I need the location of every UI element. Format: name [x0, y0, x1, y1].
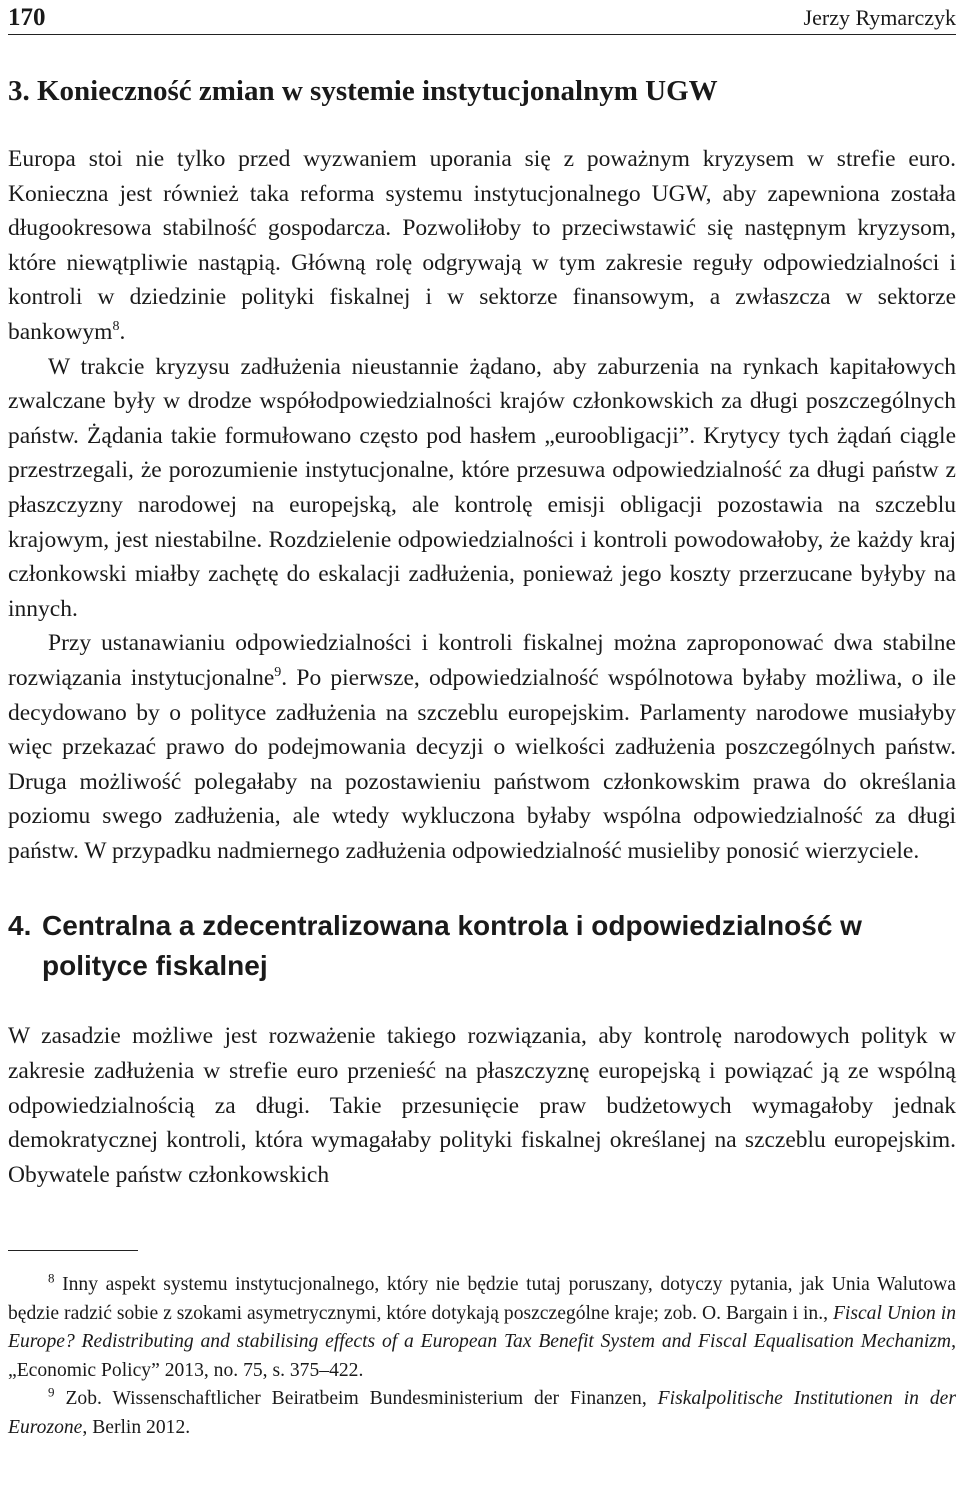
footnote-8 [8, 1271, 956, 1385]
footnote-number: 9 [48, 1384, 55, 1400]
section-4-title: Centralna a zdecentralizowana kontrola i odpowiedzialność w polityce fiskalnej [42, 910, 862, 982]
footnotes [8, 1271, 956, 1442]
section-3-number: 3. [8, 75, 30, 107]
footnote-separator [8, 1250, 138, 1251]
paragraph-text-continued: . Po pierwsze, odpowiedzialność wspólnotowa byłaby możliwa, o ile decydowano by o polityce zadłużenia na szczeblu europejskim. Parlamenty narodowe musiałyby więc przekazać prawo do podejmowania decyzji o wielkości zadłużenia poszczególnych państw. Druga możliwość polegałaby na pozostawieniu państwom członkowskim prawa do określania poziomu swego zadłużenia, ale wtedy wykluczona byłaby wspólna odpowiedzialność za długi państw. W przypadku nadmiernego zadłużenia odpowiedzialność musieliby ponosić wierzyciele. [8, 664, 956, 864]
running-head-author: Jerzy Rymarczyk [803, 5, 956, 30]
running-head [8, 0, 956, 35]
section-3-heading [8, 73, 956, 109]
footnote-text-end: , Berlin 2012. [82, 1416, 191, 1438]
footnote-title-italic: Fiscal Union in Europe? Redistributing and stabilising effects of a European Tax Benefit System and Fiscal Equalisation Mechanizm [8, 1302, 956, 1353]
footnote-title-italic: Fiskalpolitische Institutionen in der Eurozone [8, 1388, 956, 1438]
footnote-text-end: , „Economic Policy” 2013, no. 75, s. 375–422. [8, 1331, 956, 1381]
paragraph-text: Europa stoi nie tylko przed wyzwaniem uporania się z poważnym kryzysem w strefie euro. Konieczna jest również taka reforma systemu instytucjonalnego UGW, aby zapewniona została długookresowa stabilność gospodarcza. Pozwoliłoby to przeciwstawić się następnym kryzysom, które niewątpliwie nastąpią. Główną rolę odgrywają w tym zakresie reguły odpowiedzialności i kontroli w dziedzinie polityki fiskalnej i w sektorze finansowym, a zwłaszcza w sektorze bankowym [8, 146, 956, 345]
footnote-number: 8 [48, 1270, 55, 1286]
section-4-number: 4. [8, 910, 32, 942]
section-4-paragraph-1: W zasadzie możliwe jest rozważenie takiego rozwiązania, aby kontrolę narodowych polityk w zakresie zadłużenia w strefie euro przenieść na płaszczyznę europejską i powiązać ją ze wspólną odpowiedzialnością za długi. Takie przesunięcie praw budżetowych wymagałoby jednak demokratycznej kontroli, która wymagałaby polityki fiskalnej określanej na szczeblu europejskim. Obywatele państw członkowskich [8, 1023, 956, 1188]
section-3-title: Konieczność zmian w systemie instytucjonalnym UGW [37, 75, 718, 107]
footnote-ref-8[interactable]: 8 [112, 319, 120, 335]
section-3-paragraph-1 [8, 142, 956, 350]
section-3-paragraph-2: W trakcie kryzysu zadłużenia nieustannie żądano, aby zaburzenia na rynkach kapitałowych zwalczane były w drodze współodpowiedzialności krajów członkowskich za długi poszczególnych państw. Żądania takie formułowano często pod hasłem „euroobligacji”. Krytycy tych żądań ciągle przestrzegali, że porozumienie instytucjonalne, które przesuwa odpowiedzialność za długi państw z płaszczyzny narodowej na europejską, ale kontrolę emisji obligacji pozostawia na szczeblu krajowym, jest niestabilne. Rozdzielenie odpowiedzialności i kontroli powodowałoby, że każdy kraj członkowski miałby zachętę do eskalacji zadłużenia, ponieważ jego koszty przerzucane byłyby na innych. [8, 353, 956, 622]
footnote-9 [8, 1385, 956, 1442]
section-3-paragraph-3 [8, 626, 956, 868]
paragraph-text: Przy ustanawianiu odpowiedzialności i kontroli fiskalnej można zaproponować dwa stabilne rozwiązania instytucjonalne [8, 630, 956, 691]
footnote-text: Inny aspekt systemu instytucjonalnego, który nie będzie tutaj poruszany, dotyczy pytania, jak Unia Walutowa będzie radzić sobie z szokami asymetrycznymi, które dotykają poszczególne kraje; zob. O. Bargain i in., [8, 1274, 956, 1324]
footnote-ref-9[interactable]: 9 [274, 665, 282, 681]
page-number: 170 [8, 4, 46, 31]
footnote-text: Zob. Wissenschaftlicher Beiratbeim Bundesministerium der Finanzen, [65, 1388, 658, 1410]
document-page [8, 0, 956, 1442]
section-4-heading [8, 906, 956, 986]
paragraph-end: . [119, 318, 126, 345]
